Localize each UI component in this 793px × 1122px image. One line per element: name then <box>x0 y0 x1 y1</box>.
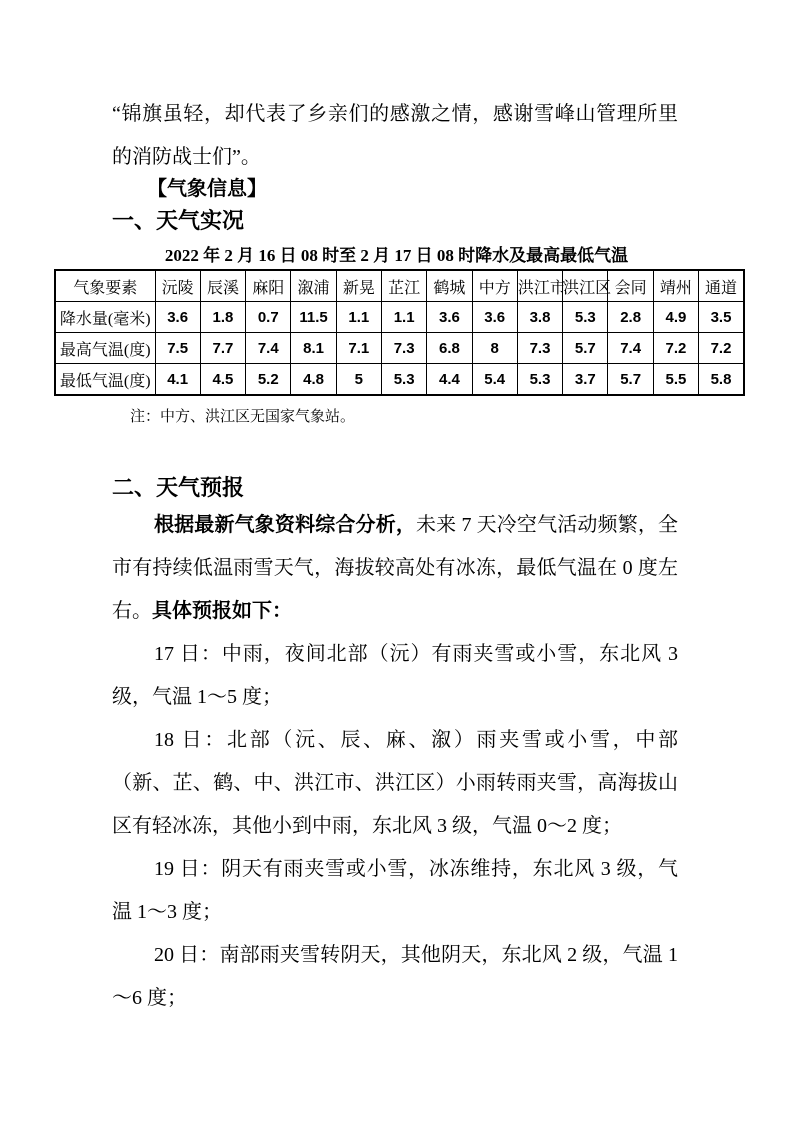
row-label: 最高气温(度) <box>55 333 155 364</box>
summary-body: 未来 7 天冷空气活动频繁，全市有持续低温雨雪天气，海拔较高处有冰冻，最低气温在 0 度左右。 <box>112 514 678 622</box>
header-cell: 会同 <box>608 270 653 302</box>
header-cell: 通道 <box>699 270 744 302</box>
value-cell: 3.7 <box>563 364 608 396</box>
value-cell: 5.3 <box>517 364 562 396</box>
value-cell: 5.4 <box>472 364 517 396</box>
value-cell: 5.2 <box>246 364 291 396</box>
header-cell: 洪江区 <box>563 270 608 302</box>
row-label: 最低气温(度) <box>55 364 155 396</box>
intro-paragraph: “锦旗虽轻，却代表了乡亲们的感激之情，感谢雪峰山管理所里的消防战士们”。 <box>112 103 678 168</box>
value-cell: 3.6 <box>427 302 472 333</box>
value-cell: 7.7 <box>200 333 245 364</box>
forecast-day17: 17 日：中雨，夜间北部（沅）有雨夹雪或小雪，东北风 3 级，气温 1～5 度； <box>112 643 678 708</box>
section1-heading: 一、天气实况 <box>112 208 245 233</box>
value-cell: 8 <box>472 333 517 364</box>
value-cell: 2.8 <box>608 302 653 333</box>
value-cell: 7.2 <box>699 333 744 364</box>
header-cell: 中方 <box>472 270 517 302</box>
header-cell: 洪江市 <box>517 270 562 302</box>
value-cell: 5 <box>336 364 381 396</box>
forecast-day20: 20 日：南部雨夹雪转阴天，其他阴天，东北风 2 级，气温 1～6 度； <box>112 944 678 1009</box>
value-cell: 4.4 <box>427 364 472 396</box>
table-row-min-temp <box>55 364 744 396</box>
value-cell: 4.8 <box>291 364 336 396</box>
value-cell: 5.3 <box>563 302 608 333</box>
header-cell: 鹤城 <box>427 270 472 302</box>
value-cell: 1.8 <box>200 302 245 333</box>
value-cell: 0.7 <box>246 302 291 333</box>
value-cell: 6.8 <box>427 333 472 364</box>
value-cell: 7.4 <box>608 333 653 364</box>
table-row-max-temp <box>55 333 744 364</box>
section2-heading: 二、天气预报 <box>112 475 245 500</box>
value-cell: 5.3 <box>381 364 426 396</box>
header-cell: 气象要素 <box>55 270 155 302</box>
table-footnote: 注：中方、洪江区无国家气象站。 <box>130 409 356 425</box>
header-cell: 新晃 <box>336 270 381 302</box>
value-cell: 7.1 <box>336 333 381 364</box>
value-cell: 3.5 <box>699 302 744 333</box>
forecast-summary <box>0 504 793 633</box>
value-cell: 4.1 <box>155 364 200 396</box>
value-cell: 7.3 <box>381 333 426 364</box>
value-cell: 5.7 <box>563 333 608 364</box>
meteo-info-heading: 【气象信息】 <box>147 178 267 200</box>
forecast-day18: 18 日：北部（沅、辰、麻、溆）雨夹雪或小雪，中部（新、芷、鹤、中、洪江市、洪江区）小雨转雨夹雪，高海拔山区有轻冰冻，其他小到中雨，东北风 3 级，气温 0～2 度； <box>112 729 678 837</box>
header-cell: 辰溪 <box>200 270 245 302</box>
value-cell: 4.5 <box>200 364 245 396</box>
header-cell: 靖州 <box>653 270 698 302</box>
value-cell: 3.6 <box>472 302 517 333</box>
value-cell: 7.3 <box>517 333 562 364</box>
weather-table <box>54 269 745 396</box>
header-cell: 溆浦 <box>291 270 336 302</box>
table-header-row <box>55 270 744 302</box>
value-cell: 1.1 <box>336 302 381 333</box>
value-cell: 5.7 <box>608 364 653 396</box>
value-cell: 4.9 <box>653 302 698 333</box>
table-row-precipitation <box>55 302 744 333</box>
value-cell: 1.1 <box>381 302 426 333</box>
value-cell: 3.6 <box>155 302 200 333</box>
summary-lead-bold: 根据最新气象资料综合分析， <box>154 514 416 536</box>
value-cell: 11.5 <box>291 302 336 333</box>
forecast-day19: 19 日：阴天有雨夹雪或小雪，冰冻维持，东北风 3 级，气温 1～3 度； <box>112 858 678 923</box>
header-cell: 麻阳 <box>246 270 291 302</box>
value-cell: 7.5 <box>155 333 200 364</box>
value-cell: 5.5 <box>653 364 698 396</box>
value-cell: 7.4 <box>246 333 291 364</box>
header-cell: 芷江 <box>381 270 426 302</box>
value-cell: 8.1 <box>291 333 336 364</box>
value-cell: 7.2 <box>653 333 698 364</box>
value-cell: 5.8 <box>699 364 744 396</box>
weather-table-title: 2022 年 2 月 16 日 08 时至 2 月 17 日 08 时降水及最高最低气温 <box>164 246 629 265</box>
value-cell: 3.8 <box>517 302 562 333</box>
summary-tail-bold: 具体预报如下： <box>152 600 292 622</box>
header-cell: 沅陵 <box>155 270 200 302</box>
row-label: 降水量(毫米) <box>55 302 155 333</box>
